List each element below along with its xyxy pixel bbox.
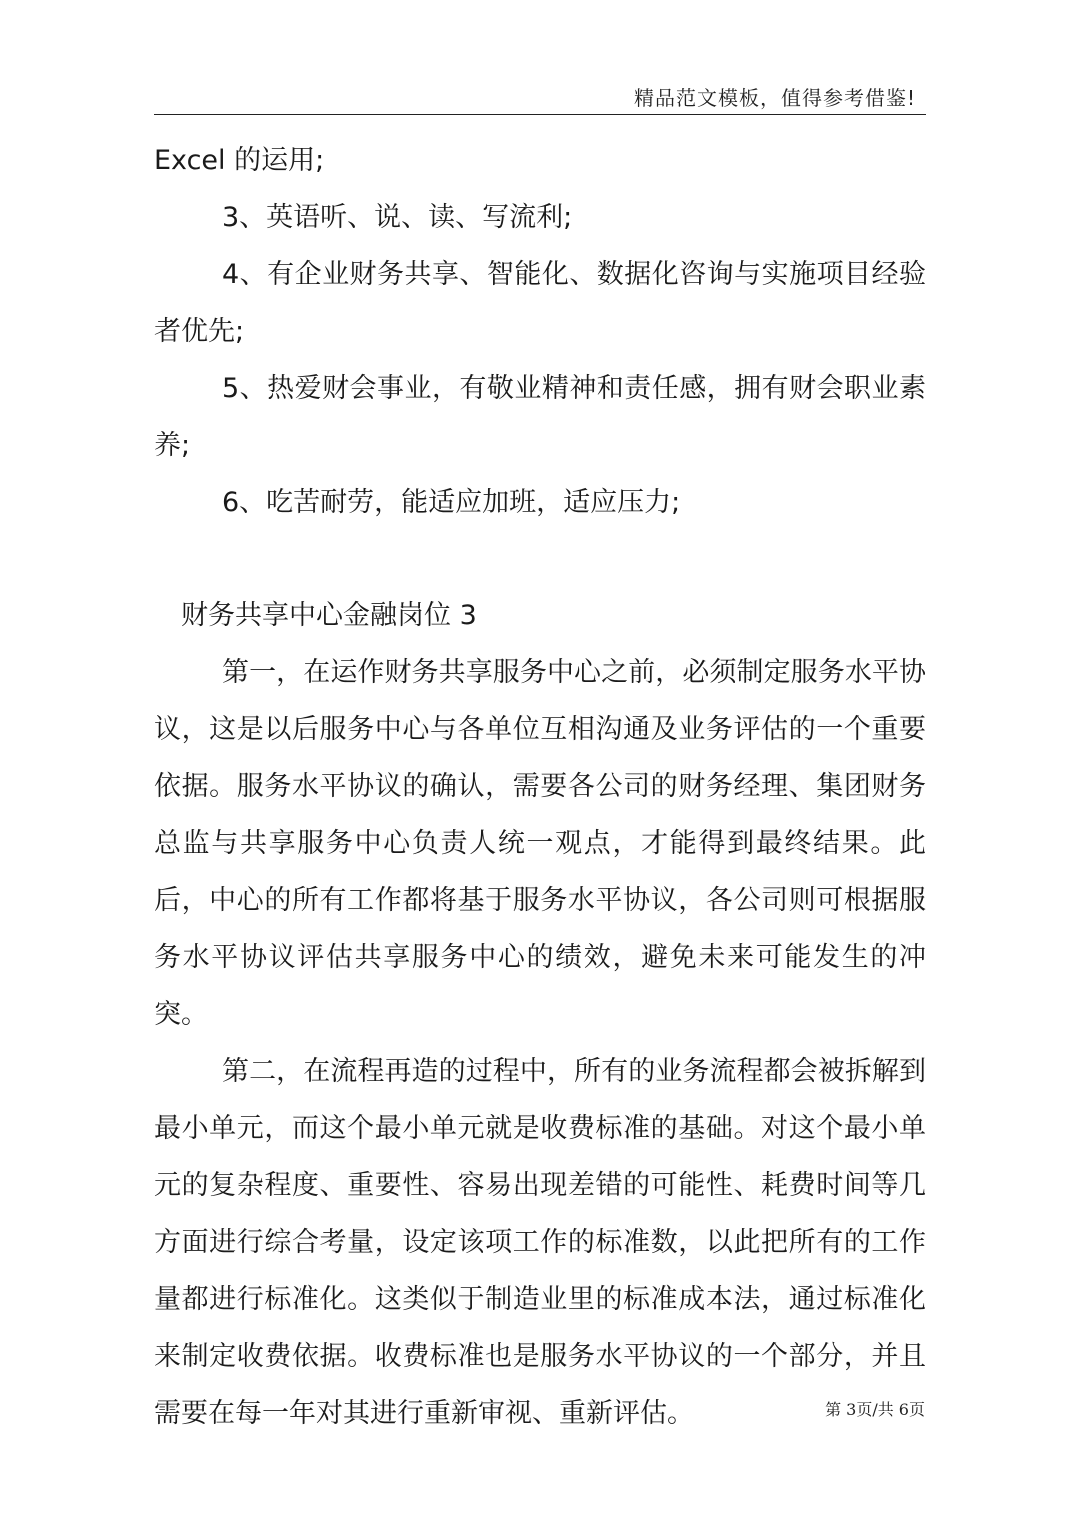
list-item-5: 5、热爱财会事业，有敬业精神和责任感，拥有财会职业素养; bbox=[154, 373, 926, 461]
page-header-tagline: 精品范文模板，值得参考借鉴! bbox=[633, 86, 916, 110]
list-item-6: 6、吃苦耐劳，能适应加班，适应压力; bbox=[222, 487, 681, 518]
document-body bbox=[154, 132, 926, 1442]
header-divider bbox=[154, 114, 926, 115]
page-number: 第 3页/共 6页 bbox=[825, 1400, 925, 1419]
section-title: 财务共享中心金融岗位 3 bbox=[181, 600, 477, 631]
section-paragraph-1: 第一，在运作财务共享服务中心之前，必须制定服务水平协议，这是以后服务中心与各单位互相沟通及业务评估的一个重要依据。服务水平协议的确认，需要各公司的财务经理、集团财务总监与共享服务中心负责人统一观点，才能得到最终结果。此后，中心的所有工作都将基于服务水平协议，各公司则可根据服务水平协议评估共享服务中心的绩效，避免未来可能发生的冲突。 bbox=[154, 657, 926, 1030]
paragraph-continuation: Excel 的运用; bbox=[154, 145, 325, 176]
list-item-3: 3、英语听、说、读、写流利; bbox=[222, 202, 573, 233]
list-item-4: 4、有企业财务共享、智能化、数据化咨询与实施项目经验者优先; bbox=[154, 259, 926, 347]
section-paragraph-2: 第二，在流程再造的过程中，所有的业务流程都会被拆解到最小单元，而这个最小单元就是收费标准的基础。对这个最小单元的复杂程度、重要性、容易出现差错的可能性、耗费时间等几方面进行综合考量，设定该项工作的标准数，以此把所有的工作量都进行标准化。这类似于制造业里的标准成本法，通过标准化来制定收费依据。收费标准也是服务水平协议的一个部分，并且需要在每一年对其进行重新审视、重新评估。 bbox=[154, 1056, 926, 1429]
